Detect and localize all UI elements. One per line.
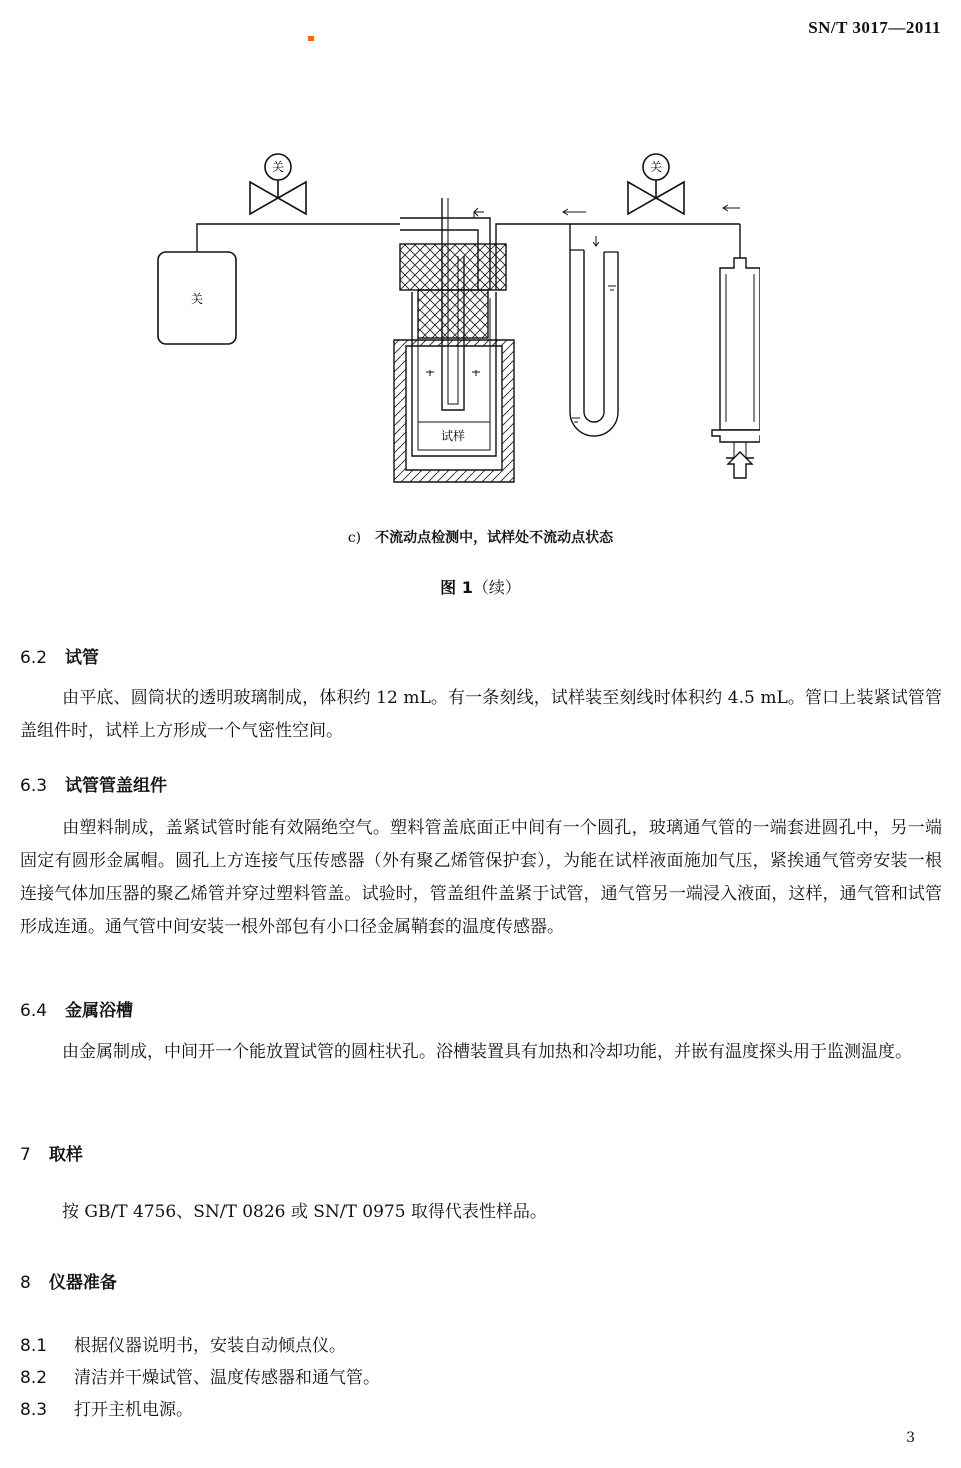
section-title: 金属浴槽 [65, 1001, 134, 1021]
item-number: 8.3 [20, 1400, 48, 1420]
section-7-body [20, 1196, 942, 1229]
section-number: 6.3 [20, 776, 48, 796]
section-6-3-body [20, 812, 942, 944]
section-6-2-heading [20, 643, 99, 668]
section-number: 8 [20, 1273, 31, 1293]
header-accent-mark [308, 36, 314, 41]
paragraph-text: 由金属制成，中间开一个能放置试管的圆柱状孔。浴槽装置具有加热和冷却功能，并嵌有温度探头用于监测温度。 [62, 1042, 912, 1062]
subcaption-label: c) [347, 530, 362, 546]
figure-subcaption [0, 527, 961, 547]
item-text: 根据仪器说明书，安装自动倾点仪。 [74, 1336, 346, 1356]
pipe-left [197, 224, 400, 252]
section-number: 6.2 [20, 648, 48, 668]
sample-label: 试样 [440, 429, 466, 443]
page-number: 3 [906, 1430, 915, 1446]
item-text: 清洁并干燥试管、温度传感器和通气管。 [74, 1368, 380, 1388]
section-title: 试管管盖组件 [65, 776, 168, 796]
valve-right-label: 关 [649, 160, 663, 174]
section-6-4-body [20, 1036, 942, 1069]
section-6-3-heading [20, 771, 167, 796]
valve-left-label: 关 [271, 160, 285, 174]
standard-code: SN/T 3017—2011 [808, 18, 941, 37]
u-tube-manometer [570, 224, 618, 436]
paragraph-text: 按 GB/T 4756、SN/T 0826 或 SN/T 0975 取得代表性样品。 [62, 1202, 547, 1222]
paragraph-text: 由平底、圆筒状的透明玻璃制成，体积约 12 mL。有一条刻线，试样装至刻线时体积约 4.5 mL。管口上装紧试管管盖组件时，试样上方形成一个气密性空间。 [20, 688, 942, 741]
section-title: 试管 [65, 648, 100, 668]
section-8-heading [20, 1268, 117, 1293]
section-number: 7 [20, 1145, 31, 1165]
list-item [20, 1363, 380, 1388]
section-title: 取样 [48, 1145, 83, 1165]
section-6-4-heading [20, 996, 133, 1021]
section-title: 仪器准备 [48, 1273, 117, 1293]
item-text: 打开主机电源。 [74, 1400, 193, 1420]
figure-title [0, 575, 961, 598]
list-item [20, 1331, 346, 1356]
section-number: 6.4 [20, 1001, 48, 1021]
figure-title-suffix: （续） [472, 578, 521, 597]
box-label: 关 [190, 292, 204, 306]
valve-right [628, 154, 684, 214]
apparatus-diagram [140, 140, 760, 490]
valve-left [250, 154, 306, 214]
subcaption-text: 不流动点检测中，试样处不流动点状态 [375, 530, 614, 546]
push-arrow-icon [728, 452, 752, 478]
figure-title-text: 图 1 [440, 578, 473, 597]
section-6-2-body [20, 682, 942, 748]
paragraph-text: 由塑料制成，盖紧试管时能有效隔绝空气。塑料管盖底面正中间有一个圆孔，玻璃通气管的一端套进圆孔中，另一端固定有圆形金属帽。圆孔上方连接气压传感器（外有聚乙烯管保护套），为能在试样液面施加气压，紧挨通气管旁安装一根连接气体加压器的聚乙烯管并穿过塑料管盖。试验时，管盖组件盖紧于试管，通气管另一端浸入液面，这样，通气管和试管形成连通。通气管中间安装一根外部包有小口径金属鞘套的温度传感器。 [20, 818, 942, 937]
section-7-heading [20, 1140, 83, 1165]
item-number: 8.1 [20, 1336, 48, 1356]
list-item [20, 1395, 193, 1420]
item-number: 8.2 [20, 1368, 48, 1388]
